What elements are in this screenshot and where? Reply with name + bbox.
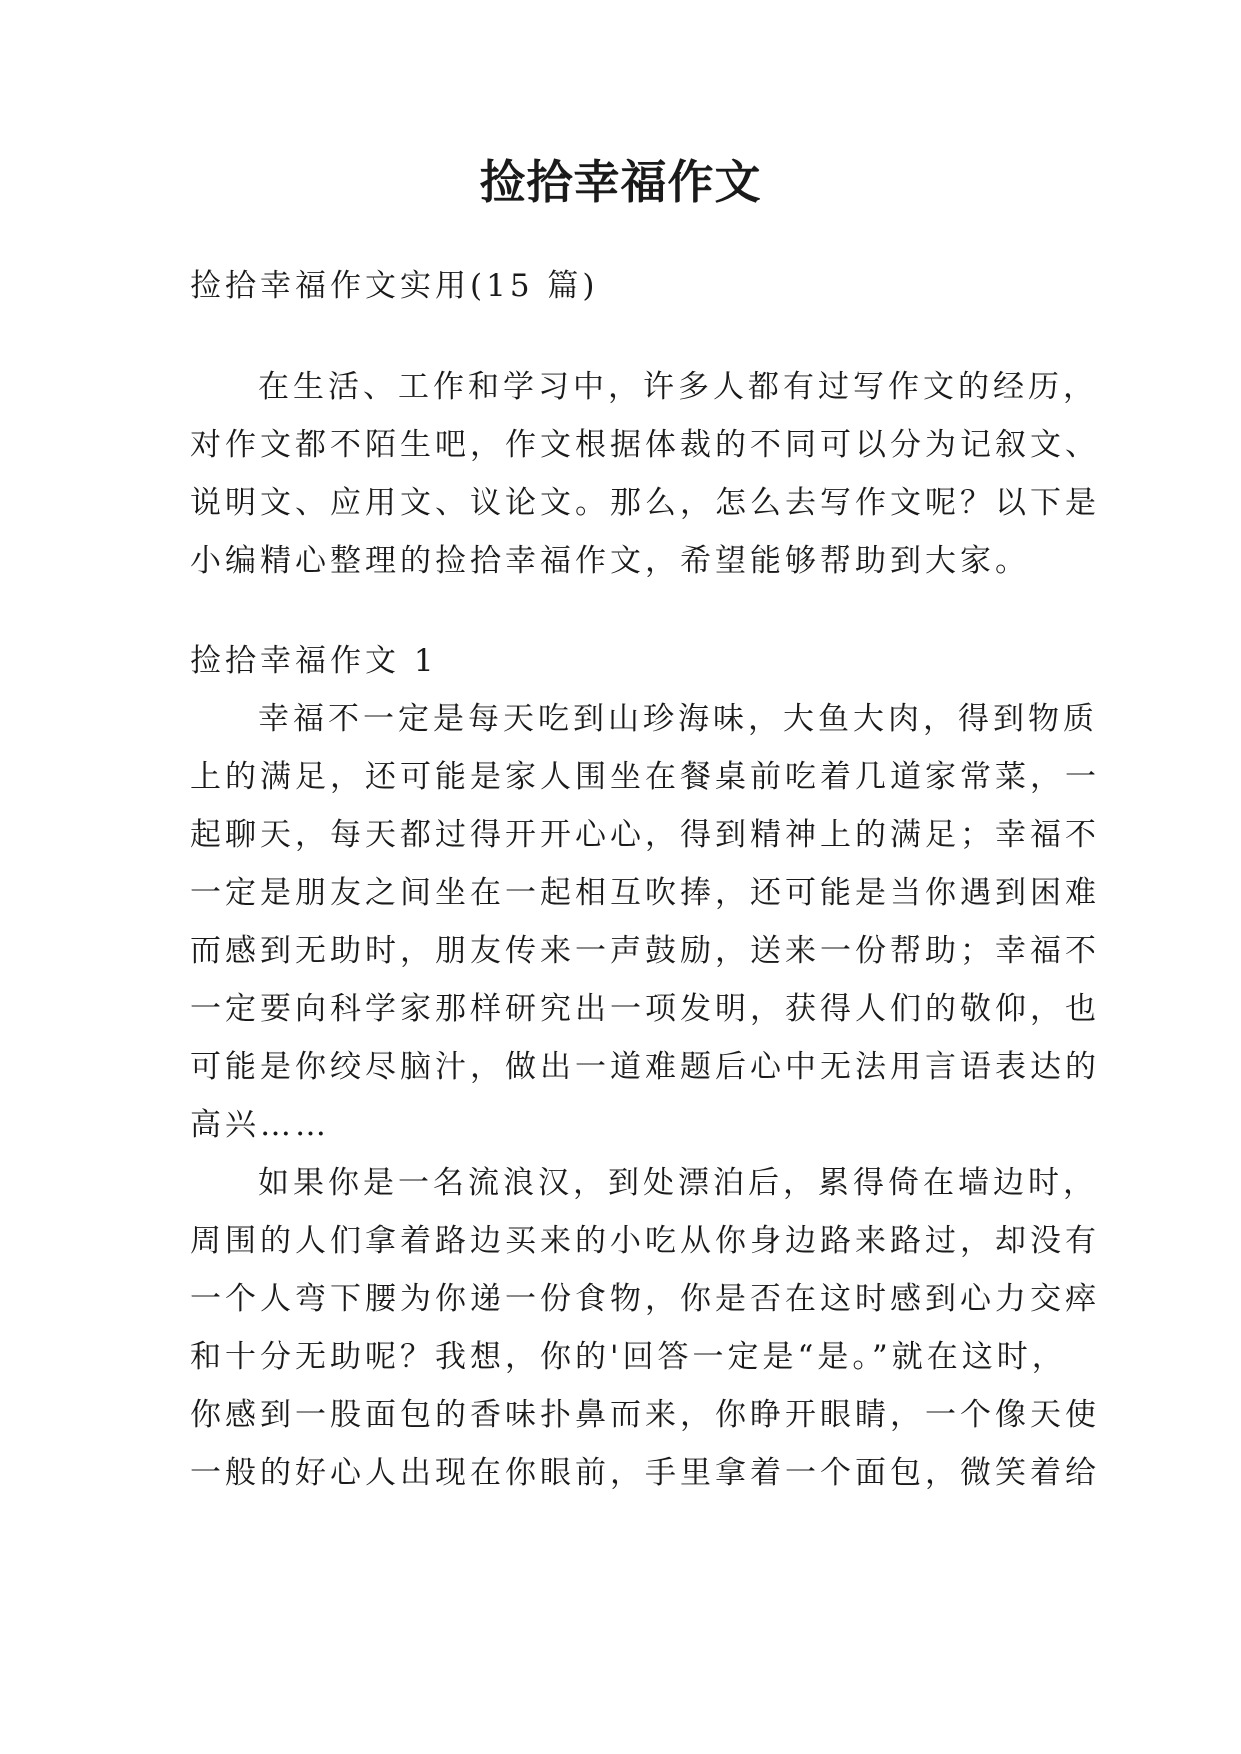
- paragraph-line: 一般的好心人出现在你眼前，手里拿着一个面包，微笑着给: [190, 1455, 1100, 1491]
- paragraph-line: 可能是你绞尽脑汁，做出一道难题后心中无法用言语表达的: [190, 1049, 1100, 1085]
- paragraph-line: 和十分无助呢？我想，你的'回答一定是“是。”就在这时，: [190, 1339, 1067, 1375]
- paragraph-line: 起聊天，每天都过得开开心心，得到精神上的满足；幸福不: [190, 817, 1100, 853]
- document-title: 捡拾幸福作文: [479, 155, 762, 209]
- paragraph-line: 上的满足，还可能是家人围坐在餐桌前吃着几道家常菜，一: [190, 759, 1100, 795]
- intro-line: 对作文都不陌生吧，作文根据体裁的不同可以分为记叙文、: [190, 427, 1100, 463]
- paragraph-line: 一定是朋友之间坐在一起相互吹捧，还可能是当你遇到困难: [190, 875, 1100, 911]
- intro-line: 小编精心整理的捡拾幸福作文，希望能够帮助到大家。: [190, 543, 1030, 579]
- paragraph-line: 而感到无助时，朋友传来一声鼓励，送来一份帮助；幸福不: [190, 933, 1100, 969]
- paragraph-line: 周围的人们拿着路边买来的小吃从你身边路来路过，却没有: [190, 1223, 1100, 1259]
- section-heading: 捡拾幸福作文 1: [190, 643, 438, 679]
- paragraph-line: 你感到一股面包的香味扑鼻而来，你睁开眼睛，一个像天使: [190, 1397, 1100, 1433]
- paragraph-line: 如果你是一名流浪汉，到处漂泊后，累得倚在墙边时，: [258, 1165, 1098, 1201]
- document-subtitle: 捡拾幸福作文实用(15 篇): [190, 268, 599, 304]
- paragraph-line: 高兴……: [190, 1107, 330, 1143]
- paragraph-line: 幸福不一定是每天吃到山珍海味，大鱼大肉，得到物质: [258, 701, 1098, 737]
- intro-line: 在生活、工作和学习中，许多人都有过写作文的经历，: [258, 369, 1098, 405]
- intro-line: 说明文、应用文、议论文。那么，怎么去写作文呢？以下是: [190, 485, 1100, 521]
- paragraph-line: 一定要向科学家那样研究出一项发明，获得人们的敬仰，也: [190, 991, 1100, 1027]
- paragraph-line: 一个人弯下腰为你递一份食物，你是否在这时感到心力交瘁: [190, 1281, 1100, 1317]
